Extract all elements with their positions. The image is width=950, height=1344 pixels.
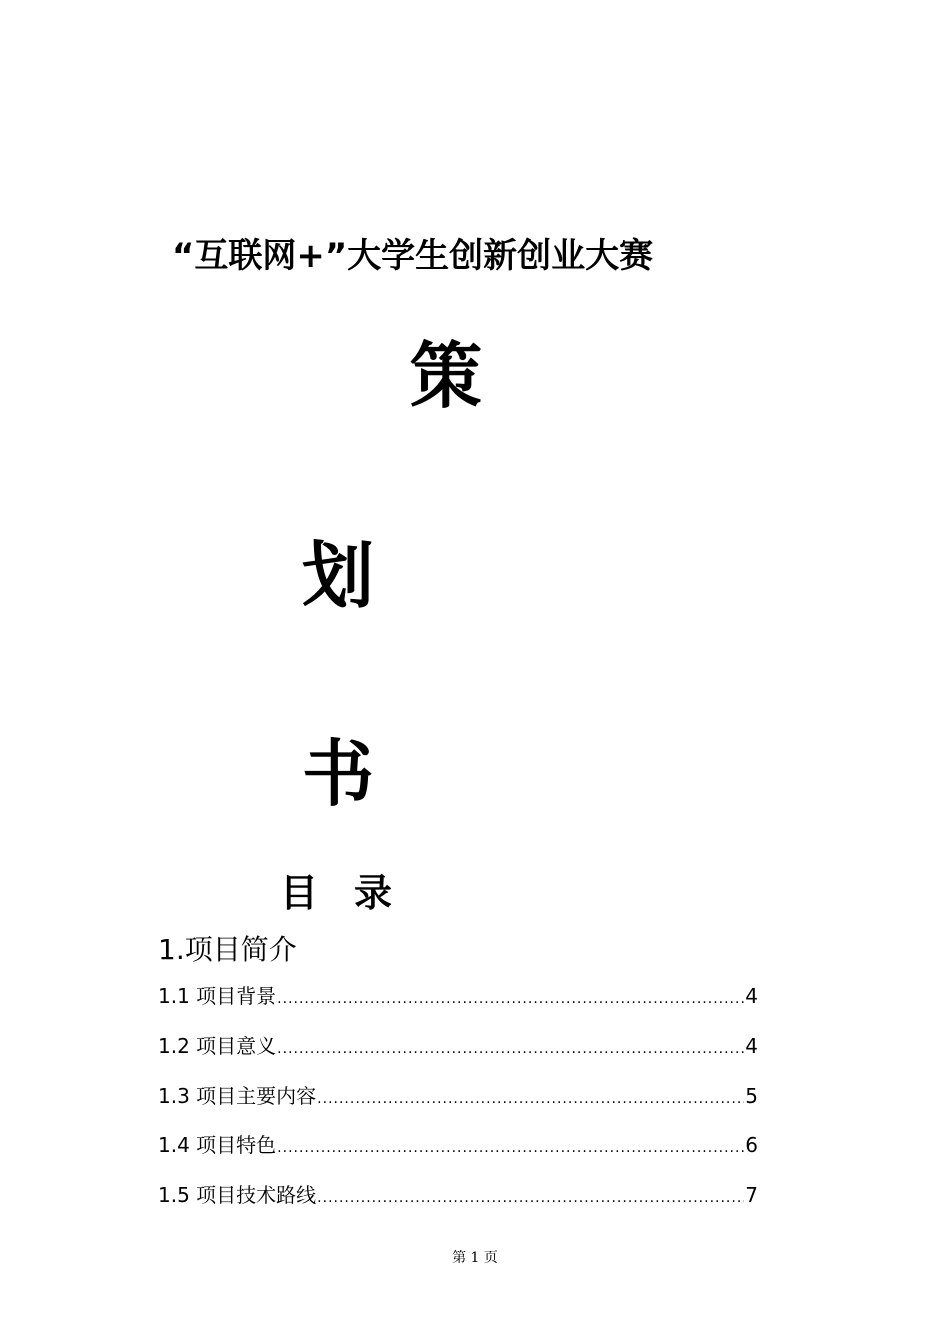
toc-heading — [280, 862, 392, 917]
toc-leader-dots — [317, 1185, 744, 1211]
toc-entry-page: 7 — [745, 1183, 758, 1208]
cover-char-shu: 书 — [302, 732, 375, 816]
toc-entry[interactable] — [158, 1083, 758, 1133]
toc-entry-page: 4 — [745, 1033, 758, 1058]
toc-entry[interactable] — [158, 983, 758, 1033]
toc-entry-label: 1.2 项目意义 — [158, 1033, 277, 1058]
toc-entry-page: 5 — [745, 1083, 758, 1108]
toc-entry-label: 1.3 项目主要内容 — [158, 1083, 317, 1108]
toc-list — [158, 983, 758, 1232]
toc-leader-dots — [317, 1086, 744, 1112]
toc-entry[interactable] — [158, 1132, 758, 1182]
toc-heading-part2: 录 — [354, 871, 393, 915]
toc-leader-dots — [277, 986, 744, 1012]
toc-entry-page: 4 — [745, 984, 758, 1008]
toc-entry-label: 1.4 项目特色 — [158, 1133, 277, 1158]
page-footer: 第 1 页 — [452, 1250, 498, 1266]
toc-entry-page: 6 — [745, 1133, 758, 1158]
toc-heading-part1: 目 — [280, 871, 319, 915]
toc-entry-label: 1.5 项目技术路线 — [158, 1183, 317, 1208]
toc-entry[interactable] — [158, 1182, 758, 1232]
toc-leader-dots — [277, 1135, 744, 1161]
toc-entry-label: 1.1 项目背景 — [158, 984, 277, 1008]
cover-char-hua: 划 — [302, 534, 375, 618]
cover-char-ce: 策 — [410, 334, 483, 418]
cover-title: “互联网+”大学生创新创业大赛 — [172, 236, 654, 276]
toc-leader-dots — [277, 1036, 744, 1062]
toc-entry[interactable] — [158, 1033, 758, 1083]
toc-section-title: 1.项目简介 — [158, 933, 297, 966]
